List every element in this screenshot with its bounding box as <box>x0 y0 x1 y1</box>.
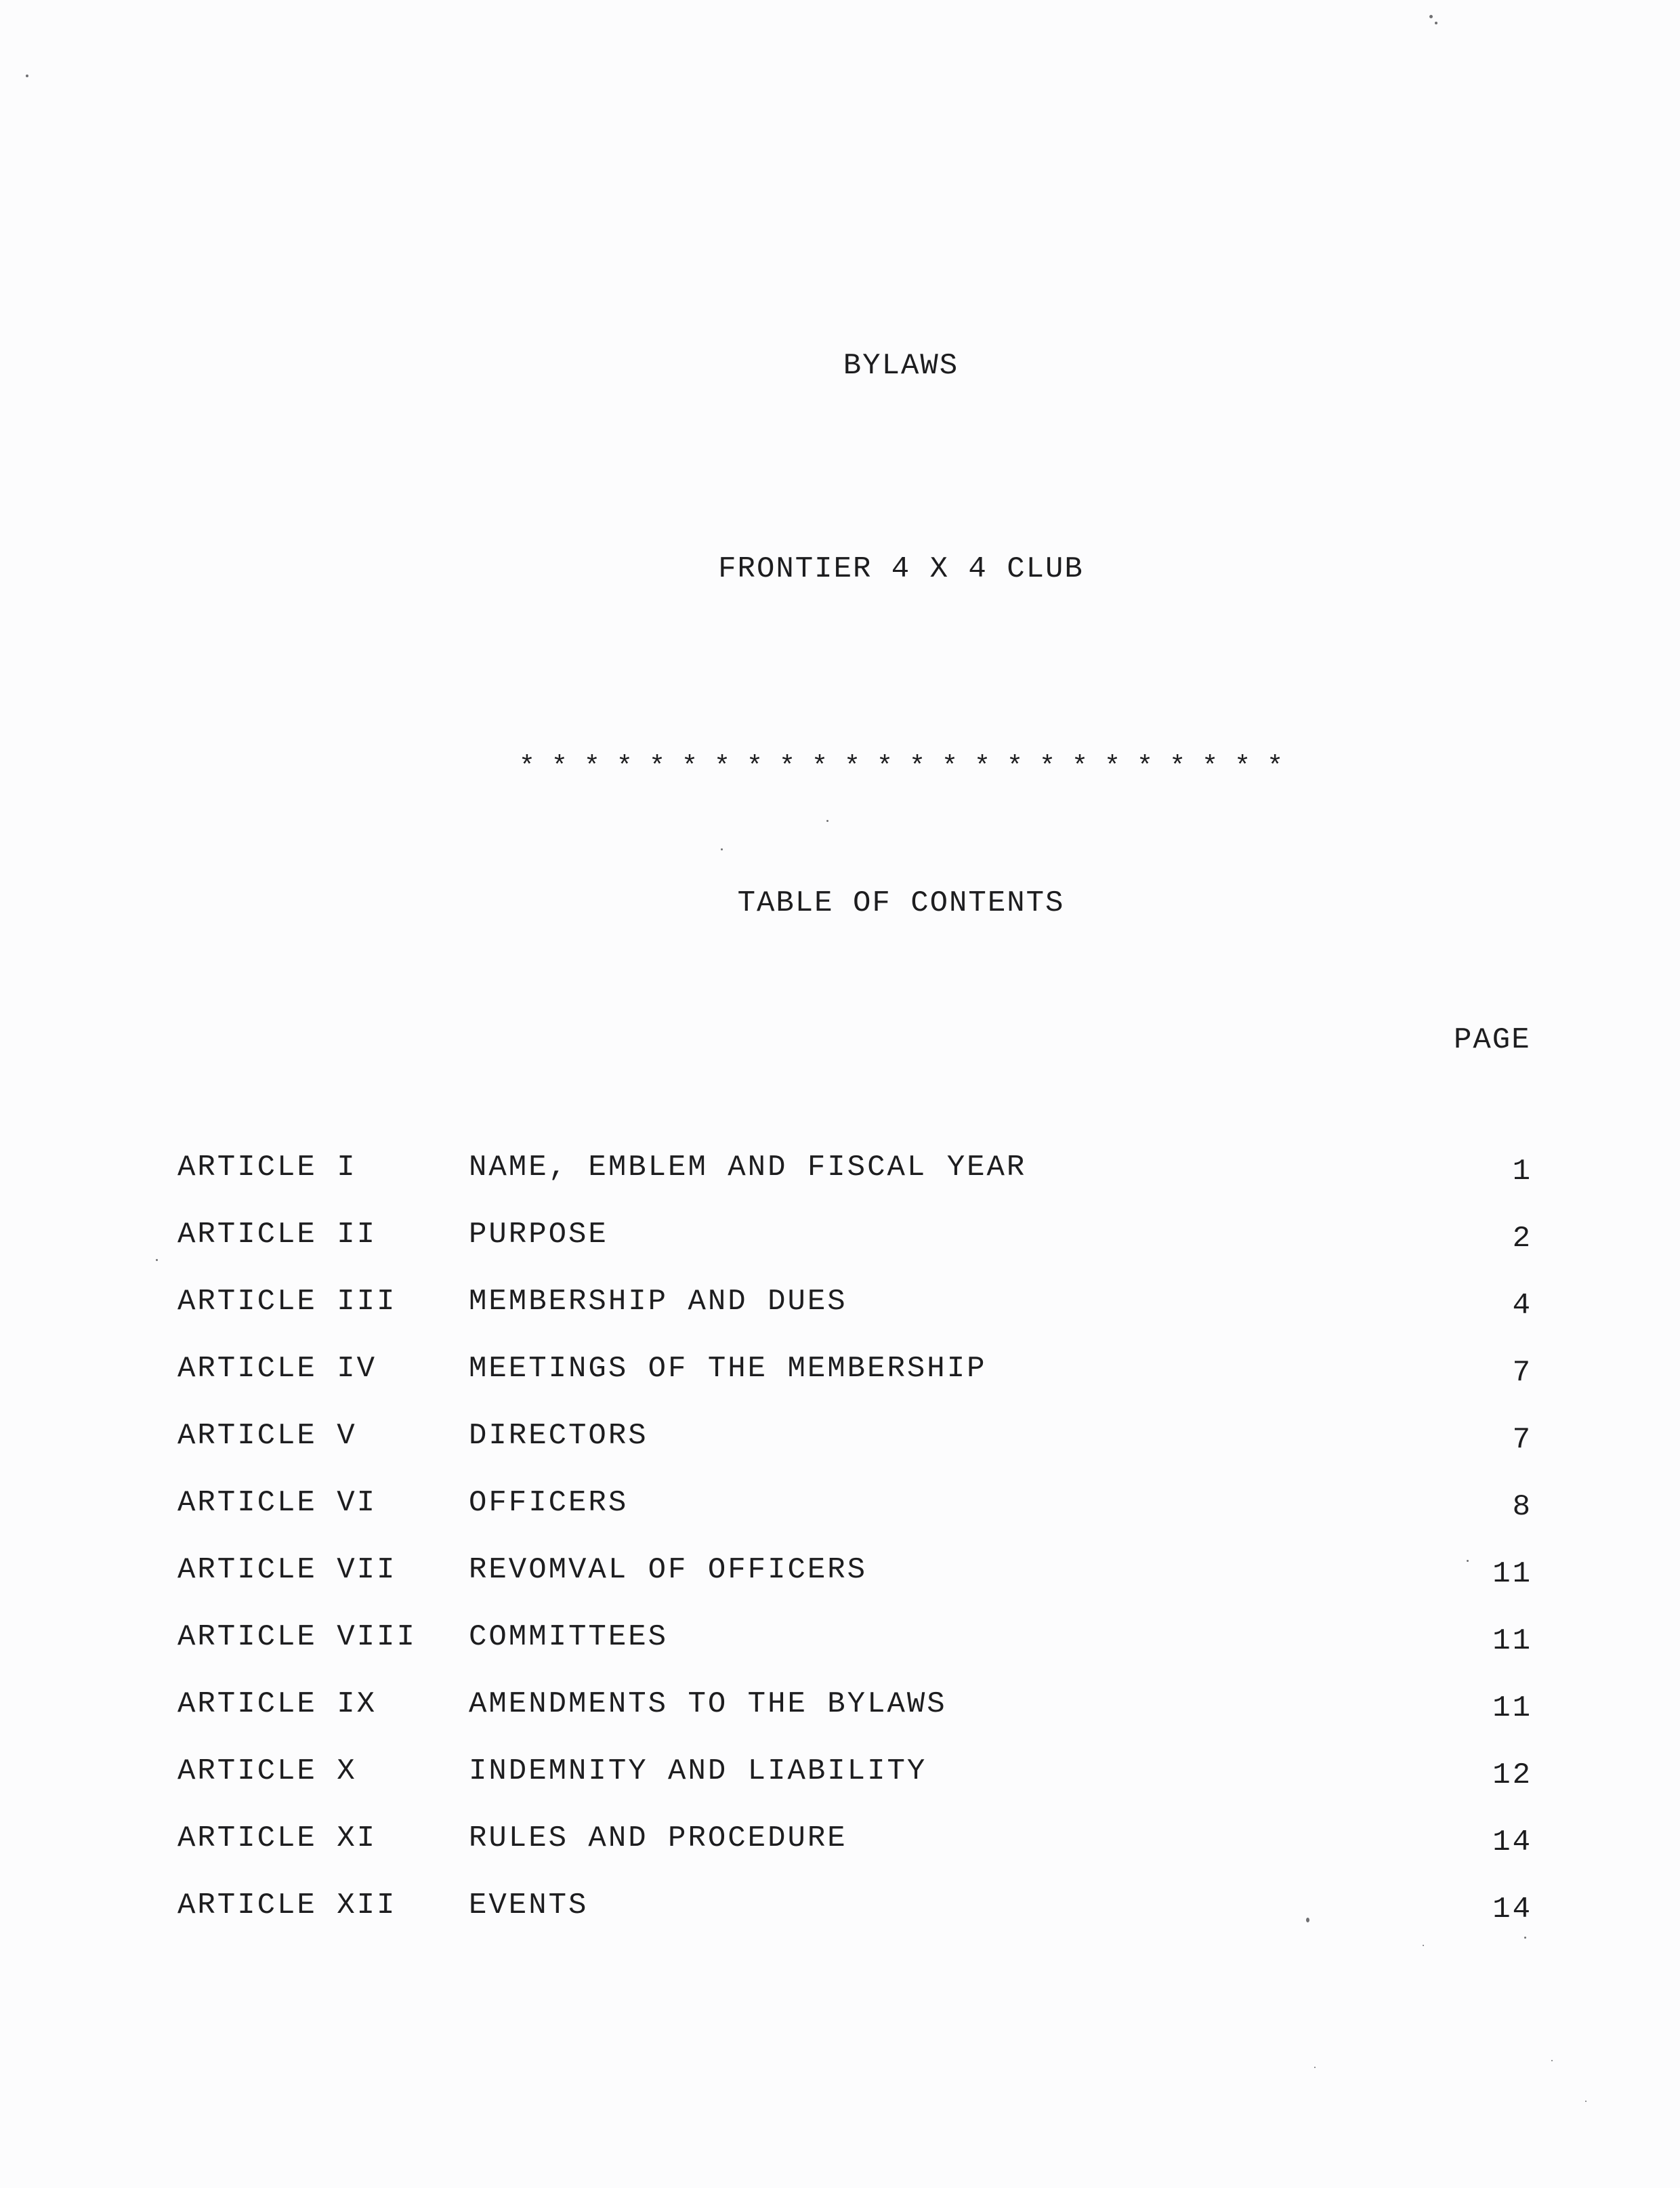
toc-page-number: 1 <box>1512 1155 1532 1189</box>
toc-article-title: AMENDMENTS TO THE BYLAWS <box>469 1687 947 1721</box>
scan-speck <box>26 75 28 77</box>
toc-article-title: DIRECTORS <box>469 1419 648 1453</box>
toc-row <box>177 1486 1532 1553</box>
toc-row <box>177 1687 1532 1754</box>
toc-page-number: 7 <box>1512 1356 1532 1390</box>
scan-speck <box>1435 22 1437 24</box>
toc-page-number: 14 <box>1492 1893 1532 1926</box>
toc-article-number: ARTICLE VII <box>177 1553 397 1587</box>
asterisk-separator: * * * * * * * * * * * * * * * * * * * * * * * * <box>518 752 1284 783</box>
toc-page-number: 12 <box>1492 1758 1532 1792</box>
toc-row <box>177 1151 1532 1218</box>
toc-row <box>177 1754 1532 1821</box>
page-column-header: PAGE <box>1454 1023 1531 1057</box>
toc-article-title: MEETINGS OF THE MEMBERSHIP <box>469 1352 987 1386</box>
scan-speck <box>1306 1918 1309 1922</box>
toc-page-number: 11 <box>1492 1624 1532 1658</box>
scan-speck <box>721 848 723 850</box>
toc-page-number: 4 <box>1512 1289 1532 1323</box>
scan-speck <box>1429 15 1433 18</box>
toc-page-number: 14 <box>1492 1825 1532 1859</box>
toc-page-number: 11 <box>1492 1691 1532 1725</box>
toc-article-number: ARTICLE I <box>177 1151 357 1184</box>
toc-article-title: MEMBERSHIP AND DUES <box>469 1285 847 1319</box>
toc-article-number: ARTICLE II <box>177 1218 377 1252</box>
toc-row <box>177 1218 1532 1285</box>
scan-speck <box>1467 1560 1469 1562</box>
toc-article-title: RULES AND PROCEDURE <box>469 1821 847 1855</box>
scan-speck <box>1423 1945 1424 1946</box>
toc-row <box>177 1620 1532 1687</box>
scan-speck <box>156 1259 158 1261</box>
toc-article-title: PURPOSE <box>469 1218 608 1252</box>
toc-page-number: 2 <box>1512 1222 1532 1256</box>
toc-row <box>177 1553 1532 1620</box>
scan-speck <box>1524 1937 1526 1939</box>
toc-page-number: 8 <box>1512 1490 1532 1524</box>
toc-article-number: ARTICLE XII <box>177 1888 397 1922</box>
toc-row <box>177 1285 1532 1352</box>
toc-article-number: ARTICLE X <box>177 1754 357 1788</box>
document-title: BYLAWS <box>843 349 959 383</box>
scan-speck <box>1551 2060 1553 2061</box>
toc-article-number: ARTICLE III <box>177 1285 397 1319</box>
toc-article-title: EVENTS <box>469 1888 589 1922</box>
table-of-contents <box>177 1151 1532 1956</box>
scan-speck <box>1314 2067 1316 2068</box>
toc-article-title: NAME, EMBLEM AND FISCAL YEAR <box>469 1151 1027 1184</box>
toc-row <box>177 1419 1532 1486</box>
toc-row <box>177 1888 1532 1956</box>
toc-article-number: ARTICLE VIII <box>177 1620 417 1654</box>
toc-article-title: OFFICERS <box>469 1486 629 1520</box>
toc-page-number: 7 <box>1512 1423 1532 1457</box>
toc-article-number: ARTICLE XI <box>177 1821 377 1855</box>
toc-article-title: REVOMVAL OF OFFICERS <box>469 1553 868 1587</box>
toc-page-number: 11 <box>1492 1557 1532 1591</box>
scan-speck <box>1585 2101 1587 2102</box>
toc-article-number: ARTICLE V <box>177 1419 357 1453</box>
toc-article-number: ARTICLE IV <box>177 1352 377 1386</box>
toc-article-number: ARTICLE VI <box>177 1486 377 1520</box>
organization-name: FRONTIER 4 X 4 CLUB <box>718 552 1084 586</box>
toc-row <box>177 1821 1532 1888</box>
toc-article-number: ARTICLE IX <box>177 1687 377 1721</box>
toc-row <box>177 1352 1532 1419</box>
toc-heading: TABLE OF CONTENTS <box>737 886 1065 920</box>
toc-article-title: INDEMNITY AND LIABILITY <box>469 1754 927 1788</box>
toc-article-title: COMMITTEES <box>469 1620 669 1654</box>
scan-speck <box>826 820 828 822</box>
